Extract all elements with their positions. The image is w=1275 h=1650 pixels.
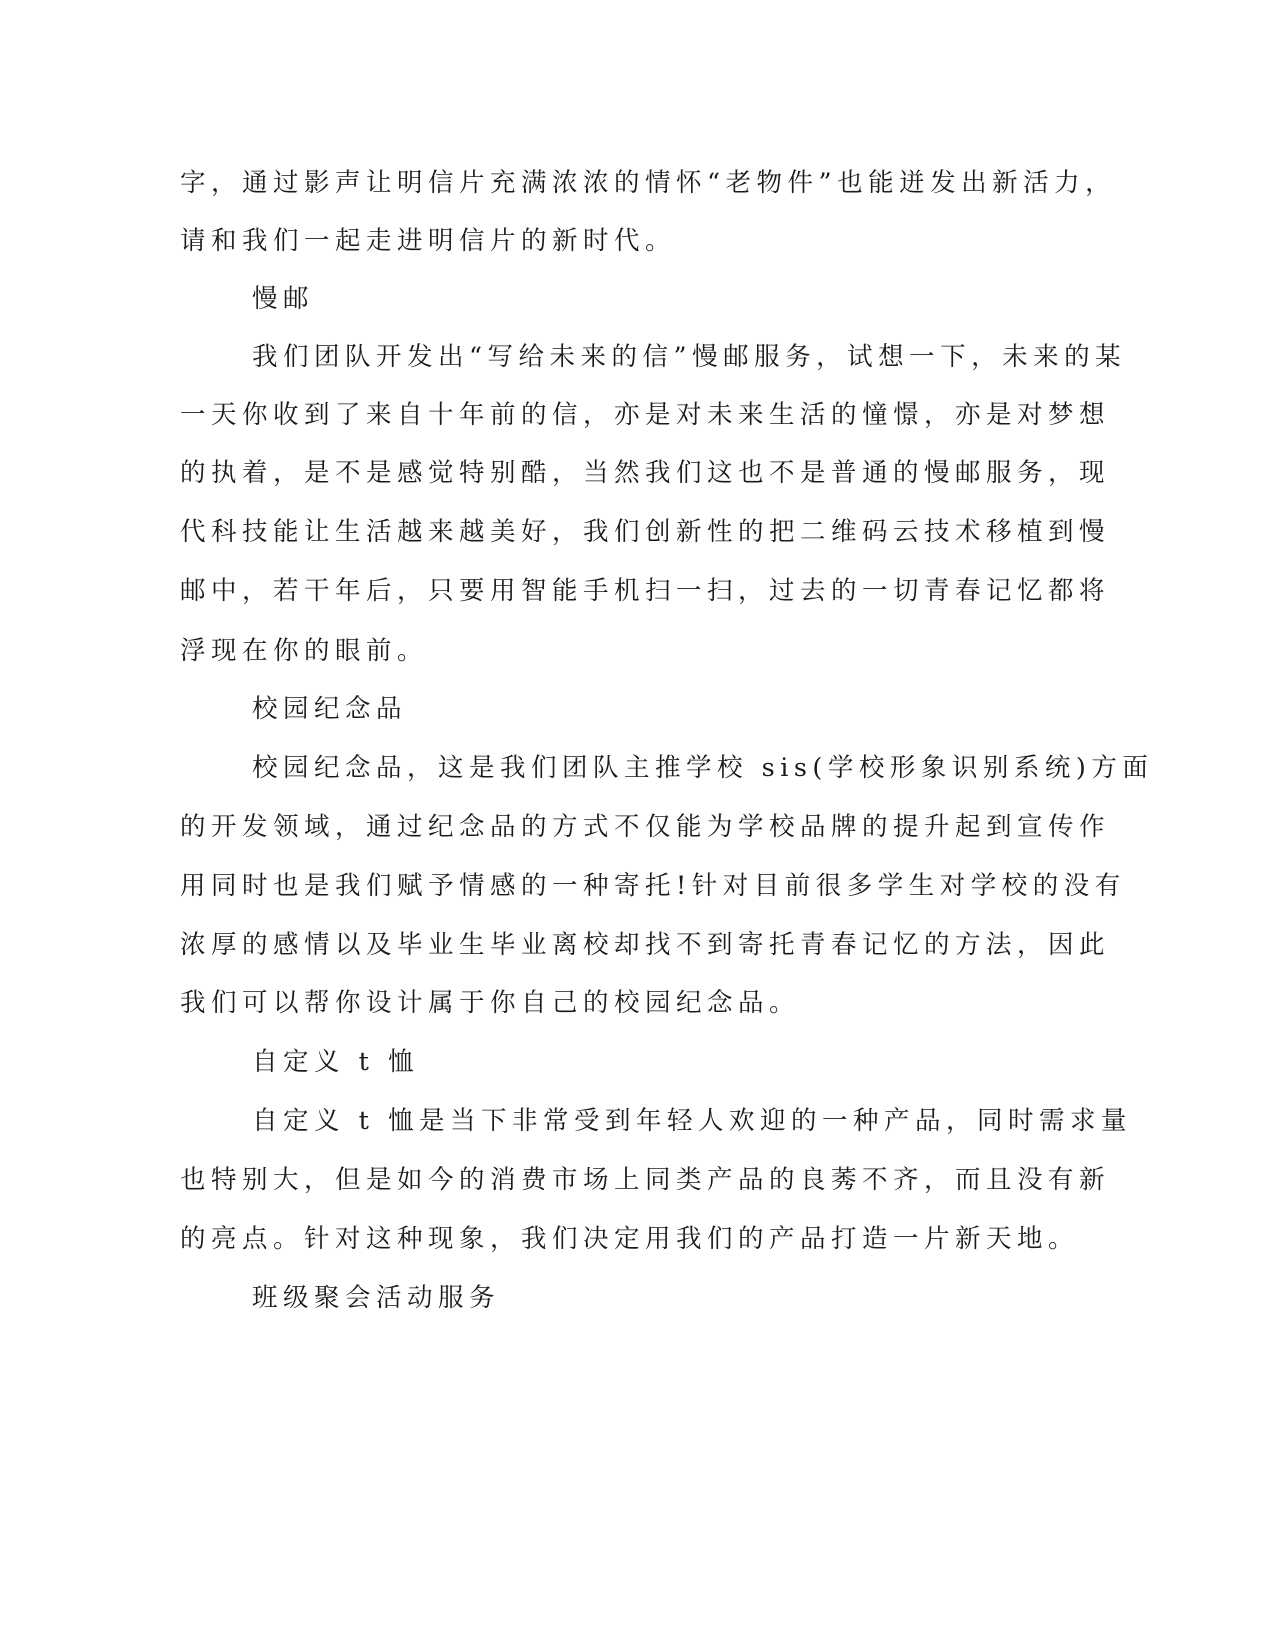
body-text-line: 用同时也是我们赋予情感的一种寄托!针对目前很多学生对学校的没有 [180, 871, 1126, 901]
section-heading-slow-mail: 慢邮 [252, 284, 315, 314]
body-text-line: 浮现在你的眼前。 [180, 636, 429, 666]
section-heading-custom-tshirt: 自定义 t 恤 [252, 1047, 419, 1077]
paragraph-first-line: 我们团队开发出“写给未来的信”慢邮服务，试想一下，未来的某 [252, 342, 1127, 372]
body-text-line: 浓厚的感情以及毕业生毕业离校却找不到寄托青春记忆的方法，因此 [180, 930, 1111, 960]
body-text-line: 代科技能让生活越来越美好，我们创新性的把二维码云技术移植到慢 [180, 517, 1111, 547]
body-text-line: 的亮点。针对这种现象，我们决定用我们的产品打造一片新天地。 [180, 1224, 1080, 1254]
section-heading-campus-souvenirs: 校园纪念品 [252, 694, 408, 724]
body-text-line: 一天你收到了来自十年前的信，亦是对未来生活的憧憬，亦是对梦想 [180, 400, 1111, 430]
body-text-line: 的执着，是不是感觉特别酷，当然我们这也不是普通的慢邮服务，现 [180, 458, 1111, 488]
paragraph-first-line: 校园纪念品，这是我们团队主推学校 sis(学校形象识别系统)方面 [252, 753, 1154, 783]
body-text-line: 的开发领域，通过纪念品的方式不仅能为学校品牌的提升起到宣传作 [180, 812, 1111, 842]
paragraph-first-line: 自定义 t 恤是当下非常受到年轻人欢迎的一种产品，同时需求量 [252, 1106, 1132, 1136]
body-text-line: 字，通过影声让明信片充满浓浓的情怀“老物件”也能迸发出新活力， [180, 168, 1117, 198]
body-text-line: 我们可以帮你设计属于你自己的校园纪念品。 [180, 988, 801, 1018]
section-heading-class-reunion: 班级聚会活动服务 [252, 1283, 501, 1313]
body-text-line: 邮中，若干年后，只要用智能手机扫一扫，过去的一切青春记忆都将 [180, 576, 1111, 606]
body-text-line: 也特别大，但是如今的消费市场上同类产品的良莠不齐，而且没有新 [180, 1165, 1111, 1195]
body-text-line: 请和我们一起走进明信片的新时代。 [180, 226, 677, 256]
